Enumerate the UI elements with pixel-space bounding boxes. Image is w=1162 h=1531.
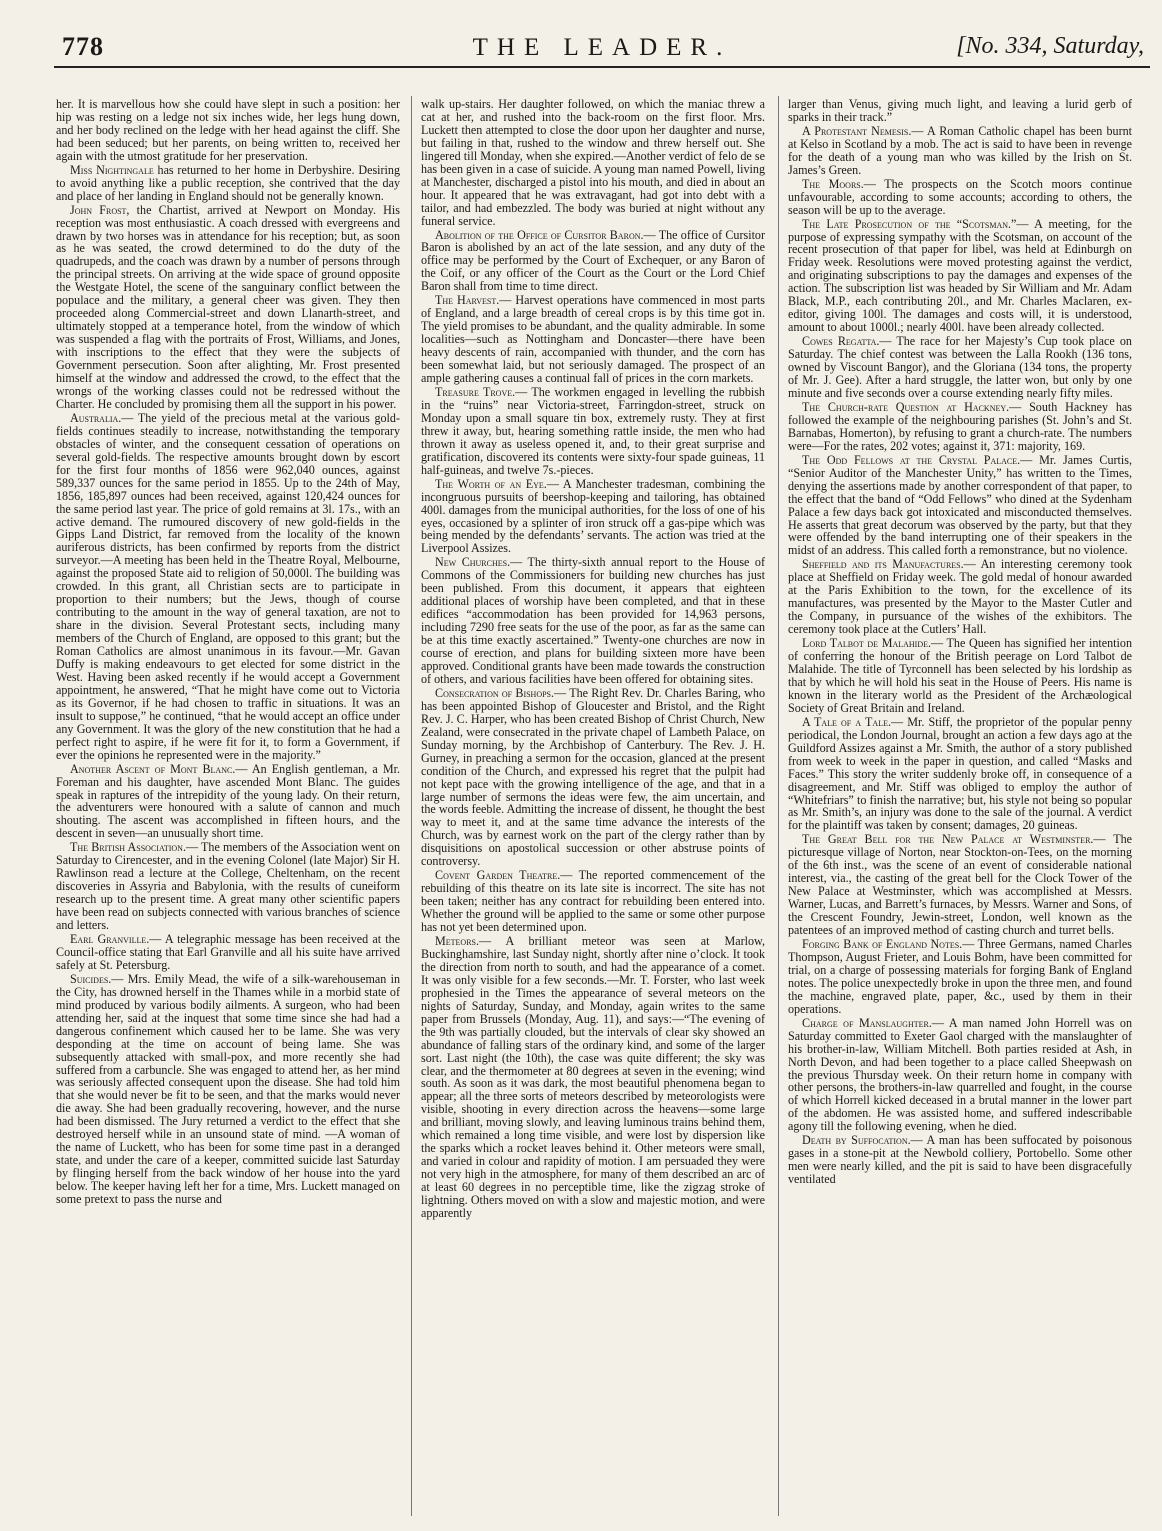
article-text: A brilliant meteor was seen at Marlow, Buckinghamshire, last Sunday night, shortly after nine o’clock. It took the direction from north to south, and had the appearance of a comet. It was only visible for a few seconds.—Mr. T. Forster, who last week prophesied in the Times the appearance of several meteors on the nights of Saturday, Sunday, and Monday, again writes to the same paper from Brussels (Monday, Aug. 11), and says:—“The evening of the 9th was partially clouded, but the intervals of clear sky showed an abundance of falling stars of the ordinary kind, and some of the larger sort. Last night (the 10th), the case was quite different; the sky was clear, and the thermometer at 80 degrees at seven in the evening; wind south. As soon as it was dark, the most beautiful phenomena began to appear; all the three sorts of meteors described by meteorologists were visible, shooting in every direction across the heavens—some large and brilliant, moving slowly, and leaving luminous trains behind them, which remained a long time visible, and were lost by dispersion like the sparks which a rocket leaves behind it. Other meteors were small, and varied in colour and rapidity of motion. I am persuaded they were not very high in the atmosphere, for many of them described an arc of at least 60 degrees in no perceptible time, like the zigzag stroke of lightning. Others moved on with a slow and majestic motion, and were apparently xyxy=(421,934,765,1221)
article-heading: Forging Bank of England Notes.— xyxy=(802,937,975,951)
article-paragraph xyxy=(56,164,400,203)
article-heading: Charge of Manslaughter.— xyxy=(802,1015,944,1030)
article-paragraph xyxy=(56,933,400,972)
column-3 xyxy=(788,98,1132,1516)
article-heading: New Churches.— xyxy=(435,555,523,570)
article-paragraph xyxy=(421,687,765,868)
article-paragraph xyxy=(788,218,1132,335)
article-heading: A Tale of a Tale.— xyxy=(802,714,904,729)
article-paragraph xyxy=(788,716,1132,833)
article-paragraph xyxy=(788,178,1132,217)
article-paragraph xyxy=(788,938,1132,1016)
article-heading: Meteors.— xyxy=(435,934,492,948)
article-text: The prospects on the Scotch moors continue unfavourable, according to some accounts; according to others, the season will be up to the average. xyxy=(788,176,1132,217)
article-text: South Hackney has followed the example of the neighbouring parishes (St. John’s and St. Barnabas, Homerton), by refusing to grant a church-rate. The numbers were—For the rates, 202 votes; against it, 371: majority, 169. xyxy=(788,399,1132,453)
article-text: her. It is marvellous how she could have slept in such a position: her hip was resting on a ledge not six inches wide, her legs hung down, and her body reclined on the ledge with her head against the cliff. She had been seduced; but her parents, on being written to, received her again with the utmost gratitude for her preservation. xyxy=(56,98,400,163)
article-heading: The Harvest.— xyxy=(435,293,512,308)
column-divider xyxy=(411,96,412,1516)
article-paragraph xyxy=(56,973,400,1206)
masthead xyxy=(54,32,1150,68)
article-heading: Cowes Regatta.— xyxy=(802,334,892,349)
article-paragraph xyxy=(788,335,1132,400)
article-text: A Manchester tradesman, combining the incongruous pursuits of beershop-keeping and tailoring, has obtained 400l. damages from the municipal authorities, for the loss of one of his eyes, occasioned by a splinter of iron struck off a gas-pipe which was being mended by the defendants’ servants. The action was tried at the Liverpool Assizes. xyxy=(421,476,765,556)
article-heading: Consecration of Bishops.— xyxy=(435,685,567,700)
article-text: has returned to her home in Derbyshire. Desiring to avoid anything like a public reception, she contrived that the day and place of her landing in England should not be generally known. xyxy=(56,162,400,203)
article-paragraph xyxy=(788,454,1132,558)
article-text: A man named John Horrell was on Saturday committed to Exeter Gaol charged with the manslaughter of his brother-in-law, William Mitchell. Both parties resided at Ash, in North Devon, and had been together to a place called Sheepwash on the previous Thursday week. On their return home in company with other persons, the brothers-in-law quarrelled and fought, in the course of which Horrell kicked deceased in a brutal manner in the lower part of the abdomen. He was assisted home, and suffered indescribable agony till the following evening, when he died. xyxy=(788,1015,1132,1134)
article-text: The Queen has signified her intention of conferring the honour of the British peerage on Lord Talbot de Malahide. The title of Tyrconnell has been selected by his lordship as that by which he will hold his seat in the House of Peers. His name is known in the literary world as the President of the Archæological Society of Great Britain and Ireland. xyxy=(788,636,1132,715)
newspaper-title: THE LEADER. xyxy=(472,34,732,61)
article-heading: A Protestant Nemesis.— xyxy=(802,123,924,138)
article-paragraph xyxy=(56,98,400,163)
article-text: Mrs. Emily Mead, the wife of a silk-warehouseman in the City, has drowned herself in the Thames while in a morbid state of mind produced by various bodily ailments. A surgeon, who had been attending her, said at the inquest that some time since she had had a dangerous confinement which caused her to be lame. She was very desponding at the time on account of being lame. She was subsequently attacked with small-pox, and more recently she had suffered from a carbuncle. She was engaged to attend her, as her mind was seriously affected consequent upon the disease. She had told him that she would never be fit to be seen, and that the marks would never die away. She had been gradually recovering, however, and the nurse had been dismissed. The Jury returned a verdict to the effect that she destroyed herself while in an unsound state of mind. —A woman of the name of Luckett, who has been for some time past in a deranged state, and under the care of a keeper, committed suicide last Saturday by flinging herself from the back window of her house into the yard below. The keeper having left her for a time, Mrs. Luckett managed on some pretext to pass the nurse and xyxy=(56,971,400,1207)
article-heading: Australia.— xyxy=(70,410,134,425)
article-heading: Suicides.— xyxy=(70,971,124,986)
article-heading: Earl Granville.— xyxy=(70,932,162,946)
article-paragraph xyxy=(56,841,400,932)
article-paragraph xyxy=(788,637,1132,715)
article-paragraph xyxy=(788,833,1132,937)
article-text: Mr. James Curtis, “Senior Auditor of the Manchester Unity,” has written to the Times, denying the assertions made by another correspondent of that paper, to the effect that the band of “Odd Fellows” who dined at the Sydenham Palace a few days back got intoxicated and misconducted themselves. He asserts that great decorum was observed by the party, but that they were offended by the band interrupting one of their speakers in the midst of an address. This called forth a remonstrance, but no violence. xyxy=(788,452,1132,558)
article-text: walk up-stairs. Her daughter followed, on which the maniac threw a cat at her, and rushed into the back-room on the first floor. Mrs. Luckett then attempted to close the door upon her daughter and nurse, but failing in that, rushed to the window and threw herself out. She lingered till Monday, when she expired.—Another verdict of felo de se has been given in a case of suicide. A young man named Powell, living at Manchester, discharged a pistol into his mouth, and died in about an hour. It appeared that he was extravagant, had got into debt with a tailor, and had embezzled. The body was buried at night without any funeral service. xyxy=(421,98,765,228)
article-text: A Roman Catholic chapel has been burnt at Kelso in Scotland by a mob. The act is said to have been in revenge for the death of a young man who was killed by the Irish on St. James’s Green. xyxy=(788,123,1132,177)
article-text: The office of Cursitor Baron is abolished by an act of the late session, and any duty of the office may be performed by the Court of Exchequer, or any Baron of the Coif, or any officer of the Court as the Court or the Lord Chief Baron shall from time to time direct. xyxy=(421,227,765,294)
article-text: The picturesque village of Norton, near Stockton-on-Tees, on the morning of the 6th inst., was the scene of an event of considerable national interest, via., the casting of the great bell for the Clock Tower of the New Palace at Westminster, which was accomplished at Messrs. Warner, Lucas, and Barrett’s furnaces, by Messrs. Warner and Sons, of the Crescent Foundry, Jewin-street, London, well known as the patentees of an improved method of casting church and turret bells. xyxy=(788,832,1132,938)
article-heading: Treasure Trove.— xyxy=(435,384,528,399)
article-heading: John Frost, xyxy=(70,202,130,217)
article-text: A man has been suffocated by poisonous gases in a stone-pit at the Newbold colliery, Portobello. Some other men were nearly killed, and the pit is said to have been disgracefully ventilated xyxy=(788,1133,1132,1187)
article-text: A meeting, for the purpose of expressing sympathy with the Scotsman, on account of the recent prosecution of that paper for libel, was held at Edinburgh on Friday week. Resolutions were moved protesting against the verdict, and originating subscriptions to pay the damages and expenses of the action. The subscription list was headed by Sir William and Mr. Adam Black, M.P., each contributing 20l., and Mr. Charles Maclaren, ex-editor, giving 100l. The damages and costs will, it is understood, amount to about 1000l.; nearly 400l. have been already collected. xyxy=(788,216,1132,335)
article-heading: The Worth of an Eye.— xyxy=(435,476,559,491)
article-text: The workmen engaged in levelling the rubbish in the “ruins” near Victoria-street, Farringdon-street, struck on Monday upon a small square tin box, extremely rusty. They at first threw it away, but, hearing something rattle inside, the men who had thrown it away as useless opened it, and, to their great surprise and gratification, discovered its contents were sixty-four spade guineas, 11 half-guineas, and twelve 7s.-pieces. xyxy=(421,384,765,477)
article-paragraph xyxy=(788,125,1132,177)
article-text: The reported commencement of the rebuilding of this theatre on its late site is incorrect. The site has not been taken; neither has any contract for rebuilding been entered into. Whether the ground will be applied to the same or some other purpose has not yet been determined upon. xyxy=(421,868,765,935)
article-heading: Abolition of the Office of Cursitor Baron.— xyxy=(435,227,656,242)
article-heading: The Moors.— xyxy=(802,176,876,191)
article-text: larger than Venus, giving much light, and leaving a lurid gerb of sparks in their track.” xyxy=(788,98,1132,124)
article-text: Mr. Stiff, the proprietor of the popular penny periodical, the London Journal, brought an action a few days ago at the Guildford Assizes against a Mr. Smith, the author of a story published from week to week in the paper in question, and called “Masks and Faces.” This story the writer suddenly broke off, in consequence of a disagreement, and Mr. Stiff was obliged to employ the author of “Whitefriars” to finish the narrative; but, his style not being so popular as Mr. Smith’s, an injury was done to the sale of the journal. A verdict for the plaintiff was taken by consent; damages, 20 guineas. xyxy=(788,714,1132,833)
page-number: 778 xyxy=(62,32,104,61)
article-paragraph xyxy=(788,558,1132,636)
column-divider xyxy=(778,96,779,1516)
article-text: The yield of the precious metal at the various gold-fields continues steadily to increase, notwithstanding the temporary obstacles of winter, and the consequent cessation of operations on several gold-fields. The respective amounts brought down by escort for the first four months of 1856 were 962,040 ounces, against 589,337 ounces for the same period in 1855. Up to the 24th of May, 1856, 185,897 ounces had been received, against 120,424 ounces for the same period last year. The price of gold remains at 3l. 17s., with an active demand. The rumoured discovery of new gold-fields in the Gipps Land District, far removed from the locality of the known auriferous districts, has been confirmed by reports from the district surveyor.—A meeting has been held in the Theatre Royal, Melbourne, against the proposed State aid to religion of 50,000l. The building was crowded. In this grant, all Christian sects are to participate in proportion to their numbers; but the Jews, though of course contributing to the amount in the way of general taxation, are not to share in the division. Several Protestant sects, including many members of the Church of England, are opposed to this grant; but the Roman Catholics are almost unanimous in its favour.—Mr. Gavan Duffy is making endeavours to get elected for some district in the West. Having been asked recently if he would accept a Government appointment, he answered, “That he might have come out to Victoria as its Governor, if he had chosen to traffic in situations. It was an insult to suppose,” he continued, “that he would accept an office under any Government. It was the glory of the new constitution that he had a perfect right to aspire, if he were fit for it, to form a Government, if ever the opinions he represented were in the majority.” xyxy=(56,410,400,762)
article-text: An English gentleman, a Mr. Foreman and his daughter, have ascended Mont Blanc. The guides speak in raptures of the intrepidity of the young lady. On their return, the adventurers were honoured with a salute of cannon and much shouting. The ascent was accomplished in fifteen hours, and the descent in seven—an unusually short time. xyxy=(56,761,400,841)
article-paragraph xyxy=(56,204,400,411)
column-2 xyxy=(421,98,765,1516)
article-paragraph xyxy=(421,478,765,556)
column-1 xyxy=(56,98,400,1516)
article-heading: Another Ascent of Mont Blanc.— xyxy=(70,761,248,776)
article-paragraph xyxy=(421,869,765,934)
article-heading: Lord Talbot de Malahide.— xyxy=(802,636,944,651)
article-heading: Miss Nightingale xyxy=(70,162,154,177)
article-heading: Sheffield and its Manufactures.— xyxy=(802,557,976,572)
article-heading: The British Association.— xyxy=(70,840,199,855)
article-paragraph xyxy=(788,401,1132,453)
article-text: The Right Rev. Dr. Charles Baring, who has been appointed Bishop of Gloucester and Bristol, and the Right Rev. J. C. Harper, who has been created Bishop of Christ Church, New Zealand, were consecrated in the private chapel of Lambeth Palace, on Sunday morning, by the Archbishop of Canterbury. The Rev. J. H. Gurney, in preaching a sermon for the occasion, glanced at the present condition of the Church, and expressed his regret that the pulpit had not kept pace with the growing intelligence of the age, and that in a large number of sermons the ideas were few, the aim uncertain, and the words feeble. Admitting the increase of dissent, he thought the best way to meet it, and at the same time advance the interests of the Church, was by earnest work on the part of the clergy rather than by disquisitions on apostolical succession or other abstruse points of controversy. xyxy=(421,685,765,869)
article-text: An interesting ceremony took place at Sheffield on Friday week. The gold medal of honour awarded at the Paris Exhibition to the town, for the excellence of its manufactures, was presented by the Mayor to the Master Cutler and the Company, in pursuance of the wishes of the exhibitors. The ceremony took place at the Cutlers’ Hall. xyxy=(788,557,1132,637)
article-paragraph xyxy=(56,763,400,841)
issue-info: [No. 334, Saturday, xyxy=(956,33,1144,59)
article-heading: The Odd Fellows at the Crystal Palace.— xyxy=(802,452,1033,467)
article-heading: The Church-rate Question at Hackney.— xyxy=(802,399,1022,414)
article-paragraph xyxy=(421,229,765,294)
article-paragraph xyxy=(56,412,400,762)
article-paragraph xyxy=(421,935,765,1220)
article-text: the Chartist, arrived at Newport on Monday. His reception was most enthusiastic. A coach dressed with evergreens and drawn by two horses was in attendance for his reception; but, as soon as he was seated, the crowd determined to do the duty of the quadrupeds, and the coach was drawn by a number of persons through the principal streets. On arriving at the wide space of ground opposite the Westgate Hotel, the scene of the sanguinary conflict between the populace and the military, a general cheer was given. They then proceeded along Commercial-street and down Llanarth-street, and ultimately stopped at a temperance hotel, from the window of which was suspended a flag with the portraits of Frost, Williams, and Jones, with inscriptions to the effect that they were the subjects of Government persecution. Soon after alighting, Mr. Frost presented himself at the window and addressed the crowd, to the effect that the wrongs of the working classes could not be redressed without the Charter. He concluded by promising them all the support in his power. xyxy=(56,202,400,411)
article-paragraph xyxy=(788,1134,1132,1186)
article-text: Harvest operations have commenced in most parts of England, and a large breadth of cereal crops is by this time got in. The yield promises to be abundant, and the quality admirable. In some localities—such as Nottingham and Doncaster—there have been heavy descents of rain, accompanied with thunder, and the corn has been somewhat laid, but not seriously damaged. The prospect of an ample gathering causes a continual fall of prices in the corn markets. xyxy=(421,293,765,386)
article-paragraph xyxy=(421,556,765,686)
article-text: A telegraphic message has been received at the Council-office stating that Earl Granville and all his suite have arrived safely at St. Petersburg. xyxy=(56,932,400,972)
article-paragraph xyxy=(788,98,1132,124)
article-heading: Death by Suffocation.— xyxy=(802,1133,923,1148)
article-text: Three Germans, named Charles Thompson, August Frieter, and Louis Bohm, have been committed for trial, on a charge of possessing materials for forging Bank of England notes. The police unexpectedly broke in upon the three men, and found the machine, engraved plate, paper, &c., used by them in their operations. xyxy=(788,937,1132,1016)
article-paragraph xyxy=(421,294,765,385)
article-paragraph xyxy=(421,386,765,477)
article-paragraph xyxy=(421,98,765,228)
article-text: The members of the Association went on Saturday to Cirencester, and in the evening Colonel (late Major) Sir H. Rawlinson read a lecture at the College, Cheltenham, on the recent discoveries in Assyria and Babylonia, with the results of cuneiform research up to the present time. A great many other scientific papers have been read on subjects connected with various branches of science and letters. xyxy=(56,840,400,933)
article-heading: The Late Prosecution of the “Scotsman.”— xyxy=(802,216,1029,231)
article-text: The thirty-sixth annual report to the House of Commons of the Commissioners for building new churches has just been published. From this document, it appears that eighteen additional places of worship have been completed, and that in these edifices “accommodation has been provided for 14,963 persons, including 7290 free seats for the use of the poor, as far as the same can be at this time exactly ascertained.” Twenty-one churches are now in course of erection, and plans for building sixteen more have been approved. Conditional grants have been made towards the construction of others, and various facilities have been offered for obtaining sites. xyxy=(421,555,765,686)
article-paragraph xyxy=(788,1017,1132,1134)
article-heading: Covent Garden Theatre.— xyxy=(435,868,573,883)
article-heading: The Great Bell for the New Palace at Westminster.— xyxy=(802,832,1106,847)
article-text: The race for her Majesty’s Cup took place on Saturday. The chief contest was between the Lalla Rookh (136 tons, owned by Viscount Bangor), and the Gloriana (134 tons, the property of Mr. J. Gee). After a hard struggle, the latter won, but only by one minute and five seconds over a course extending nearly fifty miles. xyxy=(788,334,1132,400)
